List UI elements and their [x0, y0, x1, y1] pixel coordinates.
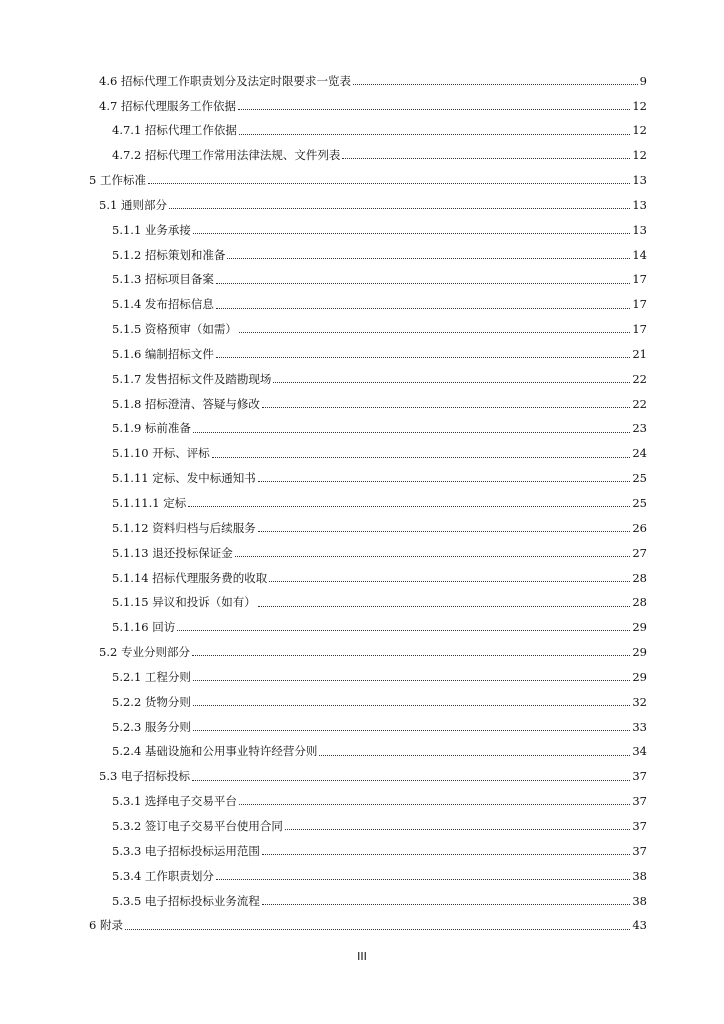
toc-leader-dots: [238, 109, 630, 110]
toc-leader-dots: [273, 382, 630, 383]
toc-entry-label: 5.1.13 退还投标保证金: [112, 545, 233, 560]
toc-entry-label: 5.1.1 业务承接: [112, 222, 191, 237]
toc-entry-page: 37: [632, 843, 647, 858]
toc-entry-page: 25: [632, 471, 647, 486]
toc-leader-dots: [258, 481, 631, 482]
toc-leader-dots: [193, 730, 630, 731]
toc-entry[interactable]: [0, 715, 724, 740]
toc-entry-page: 14: [632, 247, 647, 262]
toc-entry-page: 13: [632, 222, 647, 237]
toc-entry-label: 5.1.2 招标策划和准备: [112, 247, 226, 262]
toc-entry-label: 4.7.1 招标代理工作依据: [112, 123, 237, 138]
toc-leader-dots: [216, 357, 630, 358]
toc-entry[interactable]: [0, 616, 724, 641]
toc-entry-page: 29: [632, 645, 647, 660]
toc-entry-page: 24: [632, 446, 647, 461]
toc-entry-page: 25: [632, 496, 647, 511]
toc-entry[interactable]: [0, 342, 724, 367]
toc-leader-dots: [239, 332, 630, 333]
toc-entry-label: 5.2.1 工程分则: [112, 669, 191, 684]
toc-entry[interactable]: [0, 293, 724, 318]
toc-leader-dots: [193, 680, 630, 681]
toc-entry-label: 5.1.5 资格预审（如需）: [112, 322, 237, 337]
toc-leader-dots: [216, 879, 630, 880]
toc-entry-label: 5.1 通则部分: [99, 197, 167, 212]
toc-entry-label: 5.2.4 基础设施和公用事业特许经营分则: [112, 744, 318, 759]
toc-leader-dots: [216, 283, 630, 284]
toc-leader-dots: [192, 780, 630, 781]
toc-entry-page: 29: [632, 669, 647, 684]
toc-entry-page: 38: [632, 868, 647, 883]
toc-entry-label: 5.1.7 发售招标文件及踏勘现场: [112, 371, 272, 386]
toc-entry-label: 4.7 招标代理服务工作依据: [99, 98, 236, 113]
toc-entry-page: 23: [632, 421, 647, 436]
toc-leader-dots: [192, 655, 630, 656]
toc-entry-page: 13: [632, 197, 647, 212]
toc-leader-dots: [262, 904, 630, 905]
toc-entry[interactable]: [0, 491, 724, 516]
toc-entry-label: 5.1.6 编制招标文件: [112, 346, 214, 361]
toc-entry-page: 27: [632, 545, 647, 560]
toc-leader-dots: [319, 755, 630, 756]
toc-entry[interactable]: [0, 765, 724, 790]
toc-entry-label: 5.3.3 电子招标投标运用范围: [112, 843, 260, 858]
page-number: III: [357, 950, 367, 963]
toc-entry[interactable]: [0, 591, 724, 616]
toc-entry[interactable]: [0, 317, 724, 342]
toc-entry[interactable]: [0, 566, 724, 591]
toc-leader-dots: [193, 705, 630, 706]
toc-entry[interactable]: [0, 640, 724, 665]
toc-entry-label: 4.6 招标代理工作职责划分及法定时限要求一览表: [99, 73, 351, 88]
toc-entry[interactable]: [0, 814, 724, 839]
toc-entry-label: 5.1.12 资料归档与后续服务: [112, 520, 256, 535]
toc-entry[interactable]: [0, 69, 724, 94]
toc-entry-label: 5.3.4 工作职责划分: [112, 868, 214, 883]
toc-leader-dots: [212, 457, 631, 458]
toc-entry-label: 5.3 电子招标投标: [99, 769, 190, 784]
toc-leader-dots: [239, 134, 630, 135]
toc-entry-label: 5.3.5 电子招标投标业务流程: [112, 893, 260, 908]
toc-entry-page: 17: [632, 272, 647, 287]
toc-entry[interactable]: [0, 516, 724, 541]
toc-entry-page: 28: [632, 570, 647, 585]
toc-entry-page: 12: [632, 148, 647, 163]
toc-entry-label: 5.2 专业分则部分: [99, 645, 190, 660]
toc-entry-page: 34: [632, 744, 647, 759]
toc-entry-label: 5.1.4 发布招标信息: [112, 297, 214, 312]
toc-leader-dots: [258, 531, 631, 532]
toc-entry-page: 26: [632, 520, 647, 535]
toc-entry-page: 37: [632, 794, 647, 809]
toc-entry-label: 5.1.3 招标项目备案: [112, 272, 214, 287]
toc-entry-page: 13: [632, 173, 647, 188]
toc-entry[interactable]: [0, 243, 724, 268]
toc-entry[interactable]: [0, 665, 724, 690]
toc-leader-dots: [177, 630, 630, 631]
toc-entry[interactable]: [0, 740, 724, 765]
toc-entry-label: 5.1.11.1 定标: [112, 496, 187, 511]
toc-entry-page: 17: [632, 322, 647, 337]
toc-entry-page: 28: [632, 595, 647, 610]
toc-entry-page: 38: [632, 893, 647, 908]
toc-entry-label: 5.3.1 选择电子交易平台: [112, 794, 237, 809]
toc-entry-label: 5.1.16 回访: [112, 620, 176, 635]
toc-entry-page: 9: [639, 73, 647, 88]
toc-entry-label: 5.2.2 货物分则: [112, 694, 191, 709]
toc-entry[interactable]: [0, 541, 724, 566]
toc-leader-dots: [262, 407, 630, 408]
toc-entry-label: 5.1.14 招标代理服务费的收取: [112, 570, 268, 585]
toc-entry[interactable]: [0, 392, 724, 417]
toc-leader-dots: [258, 606, 631, 607]
toc-entry-page: 22: [632, 396, 647, 411]
toc-leader-dots: [269, 581, 630, 582]
toc-entry-label: 5.1.8 招标澄清、答疑与修改: [112, 396, 260, 411]
toc-entry-label: 4.7.2 招标代理工作常用法律法规、文件列表: [112, 148, 341, 163]
toc-entry-label: 5 工作标准: [89, 173, 146, 188]
toc-leader-dots: [148, 183, 630, 184]
toc-leader-dots: [193, 233, 630, 234]
toc-leader-dots: [216, 308, 630, 309]
toc-entry-label: 5.1.15 异议和投诉（如有）: [112, 595, 256, 610]
toc-entry-page: 43: [632, 918, 647, 933]
toc-entry-page: 29: [632, 620, 647, 635]
toc-leader-dots: [342, 158, 630, 159]
toc-entry[interactable]: [0, 218, 724, 243]
toc-entry-label: 5.1.9 标前准备: [112, 421, 191, 436]
toc-entry[interactable]: [0, 442, 724, 467]
toc-entry[interactable]: [0, 367, 724, 392]
toc-entry-page: 17: [632, 297, 647, 312]
toc-entry-label: 5.1.10 开标、评标: [112, 446, 210, 461]
toc-leader-dots: [235, 556, 631, 557]
toc-entry[interactable]: [0, 914, 724, 939]
toc-entry[interactable]: [0, 889, 724, 914]
toc-entry-label: 5.3.2 签订电子交易平台使用合同: [112, 818, 283, 833]
toc-leader-dots: [262, 854, 630, 855]
toc-entry-label: 5.1.11 定标、发中标通知书: [112, 471, 256, 486]
toc-entry[interactable]: [0, 94, 724, 119]
toc-leader-dots: [239, 804, 630, 805]
toc-leader-dots: [227, 258, 630, 259]
toc-entry[interactable]: [0, 417, 724, 442]
toc-entry-label: 5.2.3 服务分则: [112, 719, 191, 734]
toc-entry-page: 37: [632, 818, 647, 833]
toc-entry[interactable]: [0, 119, 724, 144]
toc-leader-dots: [169, 208, 630, 209]
toc-entry-page: 22: [632, 371, 647, 386]
toc-entry-page: 33: [632, 719, 647, 734]
toc-entry-page: 12: [632, 98, 647, 113]
toc-entry-page: 21: [632, 346, 647, 361]
toc-leader-dots: [125, 929, 630, 930]
toc-entry[interactable]: [0, 467, 724, 492]
toc-entry-page: 12: [632, 123, 647, 138]
toc-leader-dots: [193, 432, 630, 433]
toc-entry-label: 6 附录: [89, 918, 123, 933]
toc-leader-dots: [285, 829, 630, 830]
toc-entry[interactable]: [0, 690, 724, 715]
toc-leader-dots: [188, 506, 630, 507]
toc-entry[interactable]: [0, 864, 724, 889]
toc-entry[interactable]: [0, 268, 724, 293]
toc-entry[interactable]: [0, 168, 724, 193]
toc-entry-page: 37: [632, 769, 647, 784]
table-of-contents: [0, 69, 724, 939]
toc-entry[interactable]: [0, 839, 724, 864]
toc-entry[interactable]: [0, 144, 724, 169]
toc-leader-dots: [353, 84, 638, 85]
toc-entry[interactable]: [0, 193, 724, 218]
toc-entry[interactable]: [0, 789, 724, 814]
toc-entry-page: 32: [632, 694, 647, 709]
